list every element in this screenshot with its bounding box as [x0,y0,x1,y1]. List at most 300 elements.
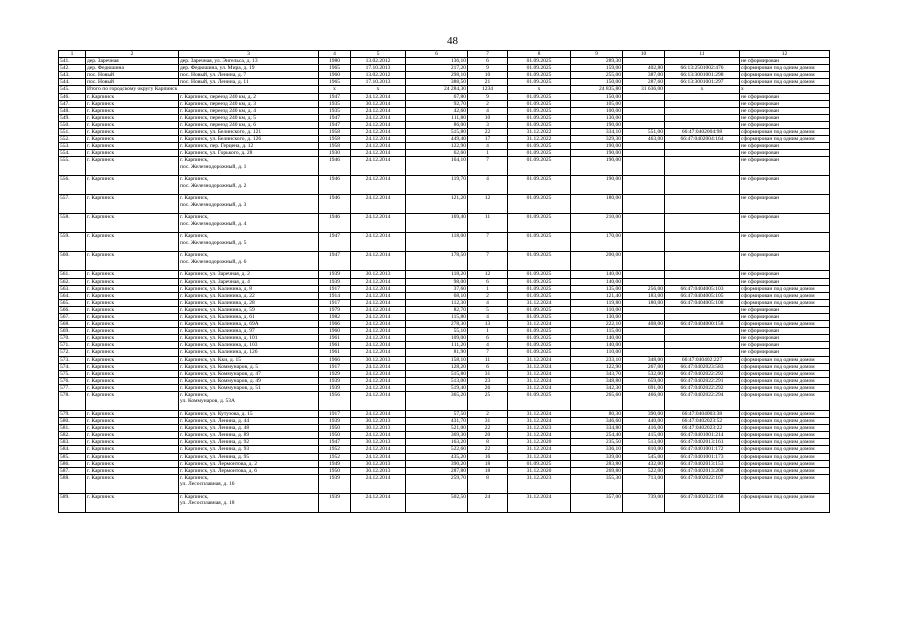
table-cell: 336,10 [571,446,623,453]
table-cell: 390,00 [623,411,665,418]
table-cell: 164,10 [406,157,468,176]
table-cell: г. Карпинск [86,299,179,306]
table-cell: 4 [468,143,508,150]
table-cell: 1961 [319,335,351,342]
table-row [59,335,830,342]
table-cell: 24 284,30 [406,86,468,93]
table-cell [665,157,740,176]
table-cell: г. Карпинск [86,467,179,474]
table-cell: 1946 [319,176,351,195]
table-cell [623,313,665,320]
table-cell: 31.12.2020 [508,439,571,446]
table-cell: 24.12.2014 [351,176,406,195]
table-cell: 5 [468,306,508,313]
table-cell: г. Карпинск, ул. Ленина, д. 44 [179,418,319,425]
table-row [59,278,830,285]
table-cell: 287,60 [623,79,665,86]
table-cell: 1914 [319,292,351,299]
table-cell: 278,30 [406,321,468,328]
table-row [59,157,830,176]
table-cell: 551,00 [623,129,665,136]
table-cell: 1939 [319,271,351,278]
table-cell: 01.09.2025 [508,195,571,214]
table-cell: г. Карпинск, пер. Герцена, д. 12 [179,143,319,150]
table-cell: 390,20 [406,460,468,467]
table-cell: 545. [59,86,86,93]
table-cell: 583. [59,439,86,446]
table-cell: 11 [468,356,508,363]
table-cell: г. Карпинск, ул. Калинина, д. 8 [179,285,319,292]
table-cell: 130,00 [571,114,623,121]
table-cell: 1952 [319,446,351,453]
table-cell: 440,00 [623,418,665,425]
table-cell [665,93,740,100]
table-cell: 31 636,00 [623,86,665,93]
table-cell: г. Карпинск, ул. Ленина, д. 93 [179,446,319,453]
table-cell: сформирован под одним домом [740,446,830,453]
table-cell: г. Карпинск [86,100,179,107]
table-cell: 369,30 [406,432,468,439]
table-cell: 66:47:0404000:158 [665,321,740,328]
column-header: 4 [319,51,351,58]
table-cell: 66:47:0401001:173 [665,453,740,460]
table-cell: 24.12.2014 [351,313,406,320]
table-cell: г. Карпинск [86,129,179,136]
table-cell: 158,10 [406,356,468,363]
table-cell: 233,10 [571,356,623,363]
table-cell: 546. [59,93,86,100]
table-cell: 435,20 [406,453,468,460]
table-cell: пос. Новый, ул. Ленина, д. 7 [179,72,319,79]
table-row [59,370,830,377]
table-cell: 22 [468,425,508,432]
table-cell: 515,80 [406,370,468,377]
table-cell: не сформирован [740,252,830,271]
table-cell: 1960 [319,72,351,79]
table-cell: 01.09.2025 [508,79,571,86]
table-cell: 555. [59,157,86,176]
table-cell: 66:47:0402022:167 [665,474,740,493]
table-cell: г. Карпинск, переезд 240 км, д. 3 [179,100,319,107]
table-row [59,306,830,313]
table-cell: 287,80 [406,467,468,474]
table-cell: 31.12.2022 [508,136,571,143]
table-cell: 24.12.2014 [351,349,406,356]
table-cell: 6 [468,278,508,285]
table-cell: 66:47:0404003:38 [665,411,740,418]
table-cell: г. Карпинск, ул. Калинина, д. 126 [179,349,319,356]
column-header: 10 [623,51,665,58]
table-row [59,121,830,128]
table-cell: 543. [59,72,86,79]
table-cell: 42,60 [406,107,468,114]
table-cell: 10 [468,114,508,121]
table-cell: 259,70 [406,474,468,493]
table-cell: 24.12.2014 [351,363,406,370]
table-cell: 580. [59,418,86,425]
table-cell: г. Карпинск [86,349,179,356]
table-cell: сформирован под одним домом [740,418,830,425]
table-cell: 66:47:0402023:583 [665,363,740,370]
table-cell: г. Карпинск, ул. Коммунаров, д. 47 [179,370,319,377]
table-cell: 92,70 [406,100,468,107]
table-cell [623,252,665,271]
table-cell: 66:13:2501002:476 [665,65,740,72]
table-cell: 582. [59,432,86,439]
table-cell: 289,30 [571,58,623,65]
header-row [59,51,830,58]
table-cell: г. Карпинск [86,493,179,512]
table-cell: 1939 [319,418,351,425]
table-cell: г. Карпинск [86,143,179,150]
table-row [59,285,830,292]
table-cell: 348,00 [623,356,665,363]
table-row [59,363,830,370]
table-cell: 25 [468,392,508,411]
table-cell: 1935 [319,107,351,114]
table-cell: г. Карпинск [86,335,179,342]
table-cell: 210,00 [571,214,623,233]
table-row [59,136,830,143]
table-cell: 416,00 [623,425,665,432]
table-row [59,328,830,335]
table-cell: 81,90 [406,349,468,356]
table-cell: г. Карпинск [86,321,179,328]
table-cell: г. Карпинск [86,214,179,233]
table-cell: 82,70 [406,306,468,313]
table-cell: 564. [59,292,86,299]
table-cell: 30.12.2013 [351,356,406,363]
table-cell: г. Карпинск [86,446,179,453]
table-cell: 24.12.2014 [351,377,406,384]
table-cell: 01.09.2025 [508,335,571,342]
table-cell [665,271,740,278]
table-row [59,377,830,384]
table-cell: 01.09.2025 [508,143,571,150]
table-cell: не сформирован [740,342,830,349]
table-cell: 256,00 [623,285,665,292]
table-cell: 24.12.2014 [351,321,406,328]
table-cell: г. Карпинск [86,150,179,157]
table-cell: 565. [59,299,86,306]
table-cell: 30.12.2014 [351,100,406,107]
table-cell: 01.09.2025 [508,58,571,65]
table-cell: 111,80 [406,114,468,121]
table-cell: 24.12.2014 [351,432,406,439]
table-cell: 283,80 [571,460,623,467]
table-cell: 1956 [319,392,351,411]
column-header: 3 [179,51,319,58]
table-cell: 573. [59,356,86,363]
table-cell: не сформирован [740,143,830,150]
table-cell: 7 [468,349,508,356]
table-cell: г. Карпинск, переезд 240 км, д. 6 [179,121,319,128]
table-cell: 01.09.2025 [508,233,571,252]
table-cell: сформирован под одним домом [740,453,830,460]
table-cell: x [740,86,830,93]
table-cell: сформирован под одним домом [740,460,830,467]
table-cell [665,342,740,349]
table-cell: 1980 [319,58,351,65]
table-cell: 150,00 [571,79,623,86]
page-number: 48 [447,35,458,47]
table-cell: 31.12.2024 [508,321,571,328]
table-cell: 24.12.2014 [351,384,406,391]
table-cell: не сформирован [740,271,830,278]
table-cell [665,214,740,233]
table-cell: 150,00 [571,93,623,100]
table-cell: не сформирован [740,335,830,342]
table-cell: 16 [468,453,508,460]
table-row [59,411,830,418]
table-cell: 9 [468,93,508,100]
table-cell: 01.09.2025 [508,150,571,157]
table-cell: 31.12.2024 [508,493,571,512]
table-cell: 585. [59,453,86,460]
table-row [59,93,830,100]
table-cell: 31.12.2023 [508,474,571,493]
table-cell: 562. [59,278,86,285]
table-cell: 24.12.2014 [351,121,406,128]
table-cell: г. Карпинск [86,176,179,195]
table-cell: пос. Новый [86,72,179,79]
table-cell [623,121,665,128]
table-cell: г. Карпинск, ул. Коммунаров, д. 51 [179,384,319,391]
table-cell [665,313,740,320]
table-cell [665,278,740,285]
table-cell: 31.12.2024 [508,370,571,377]
table-cell: 6 [468,363,508,370]
table-cell: г. Карпинск, ул. Лермонтова, д. 6 [179,467,319,474]
table-cell: 9 [468,65,508,72]
table-cell: сформирован под одним домом [740,292,830,299]
table-row [59,349,830,356]
table-cell: не сформирован [740,114,830,121]
table-cell [665,176,740,195]
table-cell: 7 [468,157,508,176]
table-cell: г. Карпинск [86,439,179,446]
table-cell: 1950 [319,432,351,439]
table-cell: 55,10 [406,328,468,335]
table-cell: 1917 [319,285,351,292]
table-cell: сформирован под одним домом [740,136,830,143]
table-cell: 588. [59,474,86,493]
table-cell: 31.12.2024 [508,363,571,370]
table-cell: 66:13:3001001:297 [665,79,740,86]
table-cell: сформирован под одним домом [740,493,830,512]
table-cell: сформирован под одним домом [740,370,830,377]
table-row [59,467,830,474]
table-cell: 30.12.2013 [351,271,406,278]
table-cell: 66:47:0404005:103 [665,285,740,292]
table-cell: 67,80 [406,93,468,100]
table-cell: 346,60 [571,418,623,425]
table-cell: г. Карпинск [86,356,179,363]
table-cell: г. Карпинск, ул. Заречная, д. 4 [179,278,319,285]
table-cell: 13 [468,321,508,328]
table-cell: 713,00 [623,474,665,493]
table-cell: 180,00 [571,195,623,214]
table-cell: г. Карпинск [86,384,179,391]
table-cell: г. Карпинск [86,278,179,285]
table-cell: 334,80 [571,425,623,432]
table-cell: 66:47:0402013:153 [665,460,740,467]
table-cell: 24.12.2014 [351,328,406,335]
table-row [59,425,830,432]
table-cell: 557. [59,195,86,214]
table-row [59,292,830,299]
table-cell: г. Карпинск, пос. Железнодорожный, д. 4 [179,214,319,233]
table-row [59,143,830,150]
table-cell: 121,40 [571,292,623,299]
table-cell: 572. [59,349,86,356]
table-cell: 66:47:0402013:208 [665,467,740,474]
table-cell: 222,10 [571,321,623,328]
table-cell: 1952 [319,453,351,460]
table-cell: 577. [59,384,86,391]
table-cell: 140,00 [571,335,623,342]
column-header: 6 [406,51,468,58]
table-cell: не сформирован [740,93,830,100]
table-cell: г. Карпинск, ул. Калинина, д. 28 [179,299,319,306]
table-cell: 01.09.2025 [508,292,571,299]
table-cell: 513,00 [406,377,468,384]
table-cell: x [665,86,740,93]
table-cell: Итого по городскому округу Карпинск [86,86,319,93]
table-cell [623,271,665,278]
table-cell: г. Карпинск [86,195,179,214]
table-cell: 01.09.2025 [508,285,571,292]
table-cell: г. Карпинск [86,377,179,384]
table-cell: г. Карпинск, ул. Белинского, д. 126 [179,136,319,143]
table-cell: 178,50 [406,252,468,271]
table-row [59,233,830,252]
table-cell: 579. [59,411,86,418]
table-cell: 01.09.2025 [508,93,571,100]
table-row [59,453,830,460]
table-cell: 112,30 [406,299,468,306]
table-cell: 13.02.2012 [351,58,406,65]
table-cell [623,176,665,195]
table-cell: 10 [468,72,508,79]
table-cell: 110,00 [571,349,623,356]
table-row [59,474,830,493]
table-cell: 1939 [319,384,351,391]
table-cell: 190,00 [571,121,623,128]
table-cell: 180,00 [623,299,665,306]
table-cell: сформирован под одним домом [740,321,830,328]
table-row [59,299,830,306]
table-cell: 387,00 [623,72,665,79]
table-cell [665,328,740,335]
table-cell: 20 [468,432,508,439]
table-cell: сформирован под одним домом [740,439,830,446]
table-cell: 01.09.2025 [508,72,571,79]
table-cell: не сформирован [740,58,830,65]
table-cell: 110,00 [571,306,623,313]
table-cell: г. Карпинск, переезд 240 км, д. 2 [179,93,319,100]
table-cell: 24.12.2014 [351,114,406,121]
table-cell: 8 [468,439,508,446]
table-cell: 17.10.2013 [351,79,406,86]
table-cell: 574. [59,363,86,370]
table-cell [665,143,740,150]
table-cell: г. Карпинск, пос. Железнодорожный, д. 3 [179,195,319,214]
table-cell: сформирован под одним домом [740,377,830,384]
table-cell: сформирован под одним домом [740,474,830,493]
table-cell: 432,00 [623,460,665,467]
table-cell: 1966 [319,356,351,363]
table-cell: дер. Заречная, ул. Энгельса, д. 13 [179,58,319,65]
table-cell: 01.09.2025 [508,349,571,356]
table-cell: 163,20 [406,439,468,446]
table-cell: 24.12.2014 [351,493,406,512]
table-cell: 01.09.2025 [508,252,571,271]
table-cell: 01.09.2025 [508,392,571,411]
table-cell: 136,10 [406,58,468,65]
table-cell: 115,80 [406,313,468,320]
table-cell [623,328,665,335]
table-cell: 66:47:0402023:52 [665,418,740,425]
table-cell: 01.09.2025 [508,100,571,107]
table-cell: 66:47:0404005:105 [665,292,740,299]
table-row [59,384,830,391]
table-cell: г. Карпинск, ул. Лесосплавная, д. 18 [179,493,319,512]
table-cell: 31.12.2024 [508,453,571,460]
table-cell: не сформирован [740,121,830,128]
table-cell: 140,00 [571,278,623,285]
table-cell: г. Карпинск [86,363,179,370]
table-cell: 66:47:0402013:161 [665,439,740,446]
table-cell: 66:47:0402022:292 [665,370,740,377]
table-cell: 190,00 [571,143,623,150]
column-header: 8 [508,51,571,58]
table-cell: 548. [59,107,86,114]
table-cell: 365,20 [406,392,468,411]
table-cell: 6 [468,58,508,65]
table-cell: не сформирован [740,157,830,176]
table-cell: 4 [468,176,508,195]
table-row [59,107,830,114]
table-cell: 578. [59,392,86,411]
table-cell: 11 [468,214,508,233]
table-cell: 130,00 [571,313,623,320]
table-cell: 66:13:3001001:298 [665,72,740,79]
table-cell: 30.12.2013 [351,460,406,467]
table-cell: не сформирован [740,107,830,114]
table-cell: не сформирован [740,214,830,233]
table-cell: не сформирован [740,195,830,214]
table-cell [665,335,740,342]
table-cell: 24.12.2014 [351,143,406,150]
table-cell: 1958 [319,143,351,150]
table-cell: 217,20 [406,65,468,72]
table-cell: г. Карпинск, ул. Ленина, д. 92 [179,439,319,446]
table-cell: 68,10 [406,292,468,299]
table-cell: 342,30 [571,384,623,391]
table-cell: г. Карпинск, пос. Железнодорожный, д. 5 [179,233,319,252]
table-cell: 549. [59,114,86,121]
table-cell: 30.12.2013 [351,467,406,474]
table-cell: 1929 [319,370,351,377]
table-cell: г. Карпинск, ул. Заречная, д. 2 [179,271,319,278]
table-cell: 571. [59,342,86,349]
table-cell: 66:47:0402022:294 [665,392,740,411]
table-cell: 298,10 [406,72,468,79]
table-cell: 1961 [319,349,351,356]
table-cell: сформирован под одним домом [740,467,830,474]
table-cell: 24.12.2014 [351,370,406,377]
